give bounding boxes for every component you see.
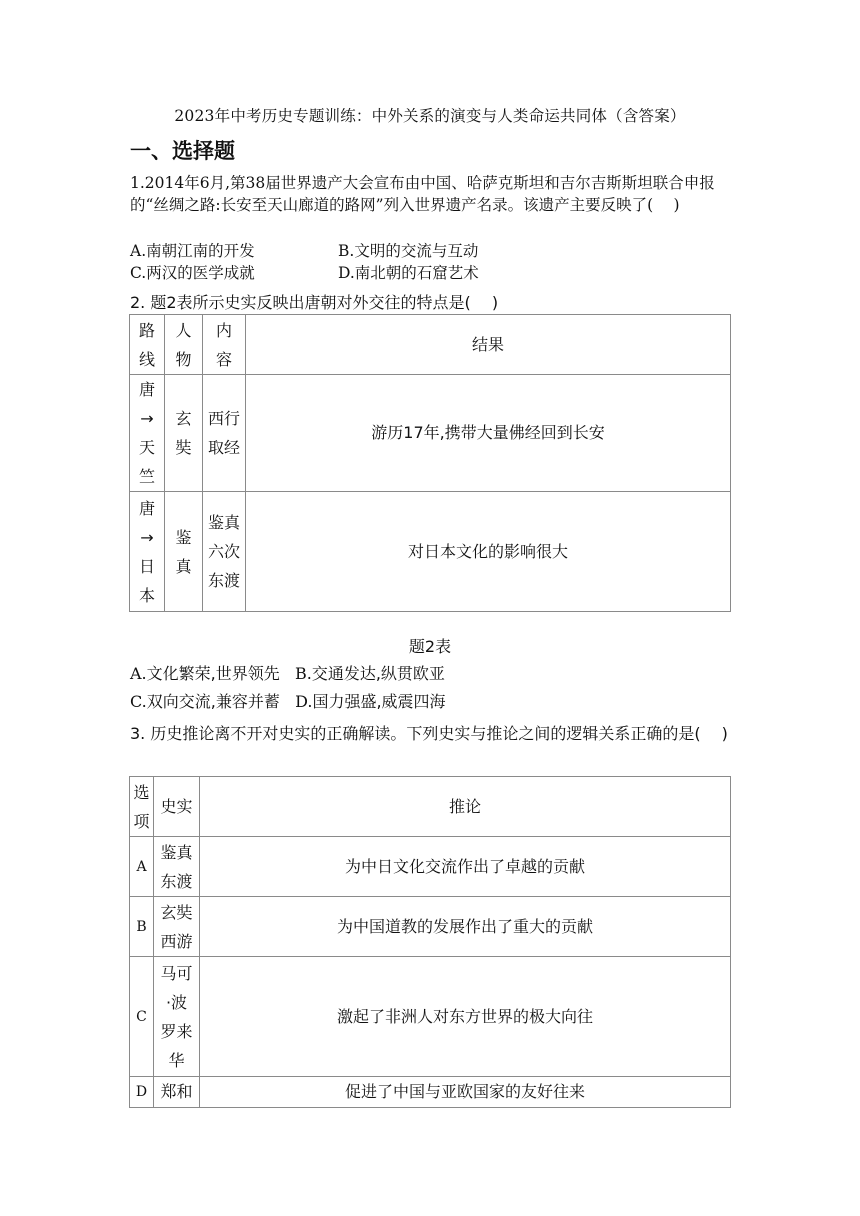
q2-option-c-label: C. [130, 692, 147, 711]
row-a-inference: 为中日文化交流作出了卓越的贡献 [200, 837, 731, 897]
table-caption: 题2表 [408, 637, 452, 656]
row-1-person: 玄奘 [165, 375, 203, 492]
question-2-table [129, 314, 731, 612]
header-content: 内容 [203, 315, 246, 375]
q1-option-c: C.两汉的医学成就 [130, 264, 255, 282]
q1-option-a: A.南朝江南的开发 [130, 242, 255, 260]
question-2-options [130, 660, 734, 716]
row-c-fact: 马可·波罗来华 [154, 957, 200, 1077]
row-c-option: C [130, 957, 154, 1077]
q2-option-c-text: 双向交流,兼容并蓄 [146, 692, 280, 711]
row-1-content: 西行取经 [203, 375, 246, 492]
row-2-result: 对日本文化的影响很大 [246, 492, 731, 612]
q2-option-b-text: 交通发达,纵贯欧亚 [311, 664, 445, 683]
question-1-options [130, 240, 734, 284]
header-person: 人物 [165, 315, 203, 375]
row-1-result: 游历17年,携带大量佛经回到长安 [246, 375, 731, 492]
table-header-row [130, 315, 731, 375]
question-3-text: 3. 历史推论离不开对史实的正确解读。下列史实与推论之间的逻辑关系正确的是( ) [130, 724, 728, 743]
row-a-fact: 鉴真东渡 [154, 837, 200, 897]
header-inference: 推论 [200, 777, 731, 837]
q1-option-b: B.文明的交流与互动 [338, 242, 479, 260]
row-d-option: D [130, 1077, 154, 1108]
document-title: 2023年中考历史专题训练：中外关系的演变与人类命运共同体（含答案） [174, 107, 686, 125]
table-row [130, 837, 731, 897]
row-b-fact: 玄奘西游 [154, 897, 200, 957]
header-route: 路线 [130, 315, 165, 375]
section-heading: 一、选择题 [130, 139, 235, 163]
row-2-route: 唐→日本 [130, 492, 165, 612]
table-row [130, 1077, 731, 1108]
q2-option-b-label: B. [295, 664, 312, 683]
table-row [130, 492, 731, 612]
row-b-inference: 为中国道教的发展作出了重大的贡献 [200, 897, 731, 957]
table-row [130, 375, 731, 492]
row-a-option: A [130, 837, 154, 897]
row-d-fact: 郑和 [154, 1077, 200, 1108]
question-3-table [129, 776, 731, 1108]
q2-option-a-text: 文化繁荣,世界领先 [146, 664, 280, 683]
row-1-route: 唐→天竺 [130, 375, 165, 492]
header-result: 结果 [246, 315, 731, 375]
header-fact: 史实 [154, 777, 200, 837]
question-1-text: 1.2014年6月,第38届世界遗产大会宣布由中国、哈萨克斯坦和吉尔吉斯斯坦联合申报的“丝绸之路:长安至天山廊道的路网”列入世界遗产名录。该遗产主要反映了( ) [130, 174, 715, 214]
table-header-row [130, 777, 731, 837]
q2-option-a-label: A. [130, 664, 147, 683]
table-row [130, 957, 731, 1077]
q2-option-d-text: 国力强盛,威震四海 [312, 692, 446, 711]
q2-option-d-label: D. [295, 692, 313, 711]
row-c-inference: 激起了非洲人对东方世界的极大向往 [200, 957, 731, 1077]
table-row [130, 897, 731, 957]
q1-option-d: D.南北朝的石窟艺术 [338, 264, 479, 282]
row-2-content: 鉴真六次东渡 [203, 492, 246, 612]
row-b-option: B [130, 897, 154, 957]
row-d-inference: 促进了中国与亚欧国家的友好往来 [200, 1077, 731, 1108]
row-2-person: 鉴真 [165, 492, 203, 612]
header-option: 选项 [130, 777, 154, 837]
question-2-text: 2. 题2表所示史实反映出唐朝对外交往的特点是( ) [130, 293, 499, 312]
